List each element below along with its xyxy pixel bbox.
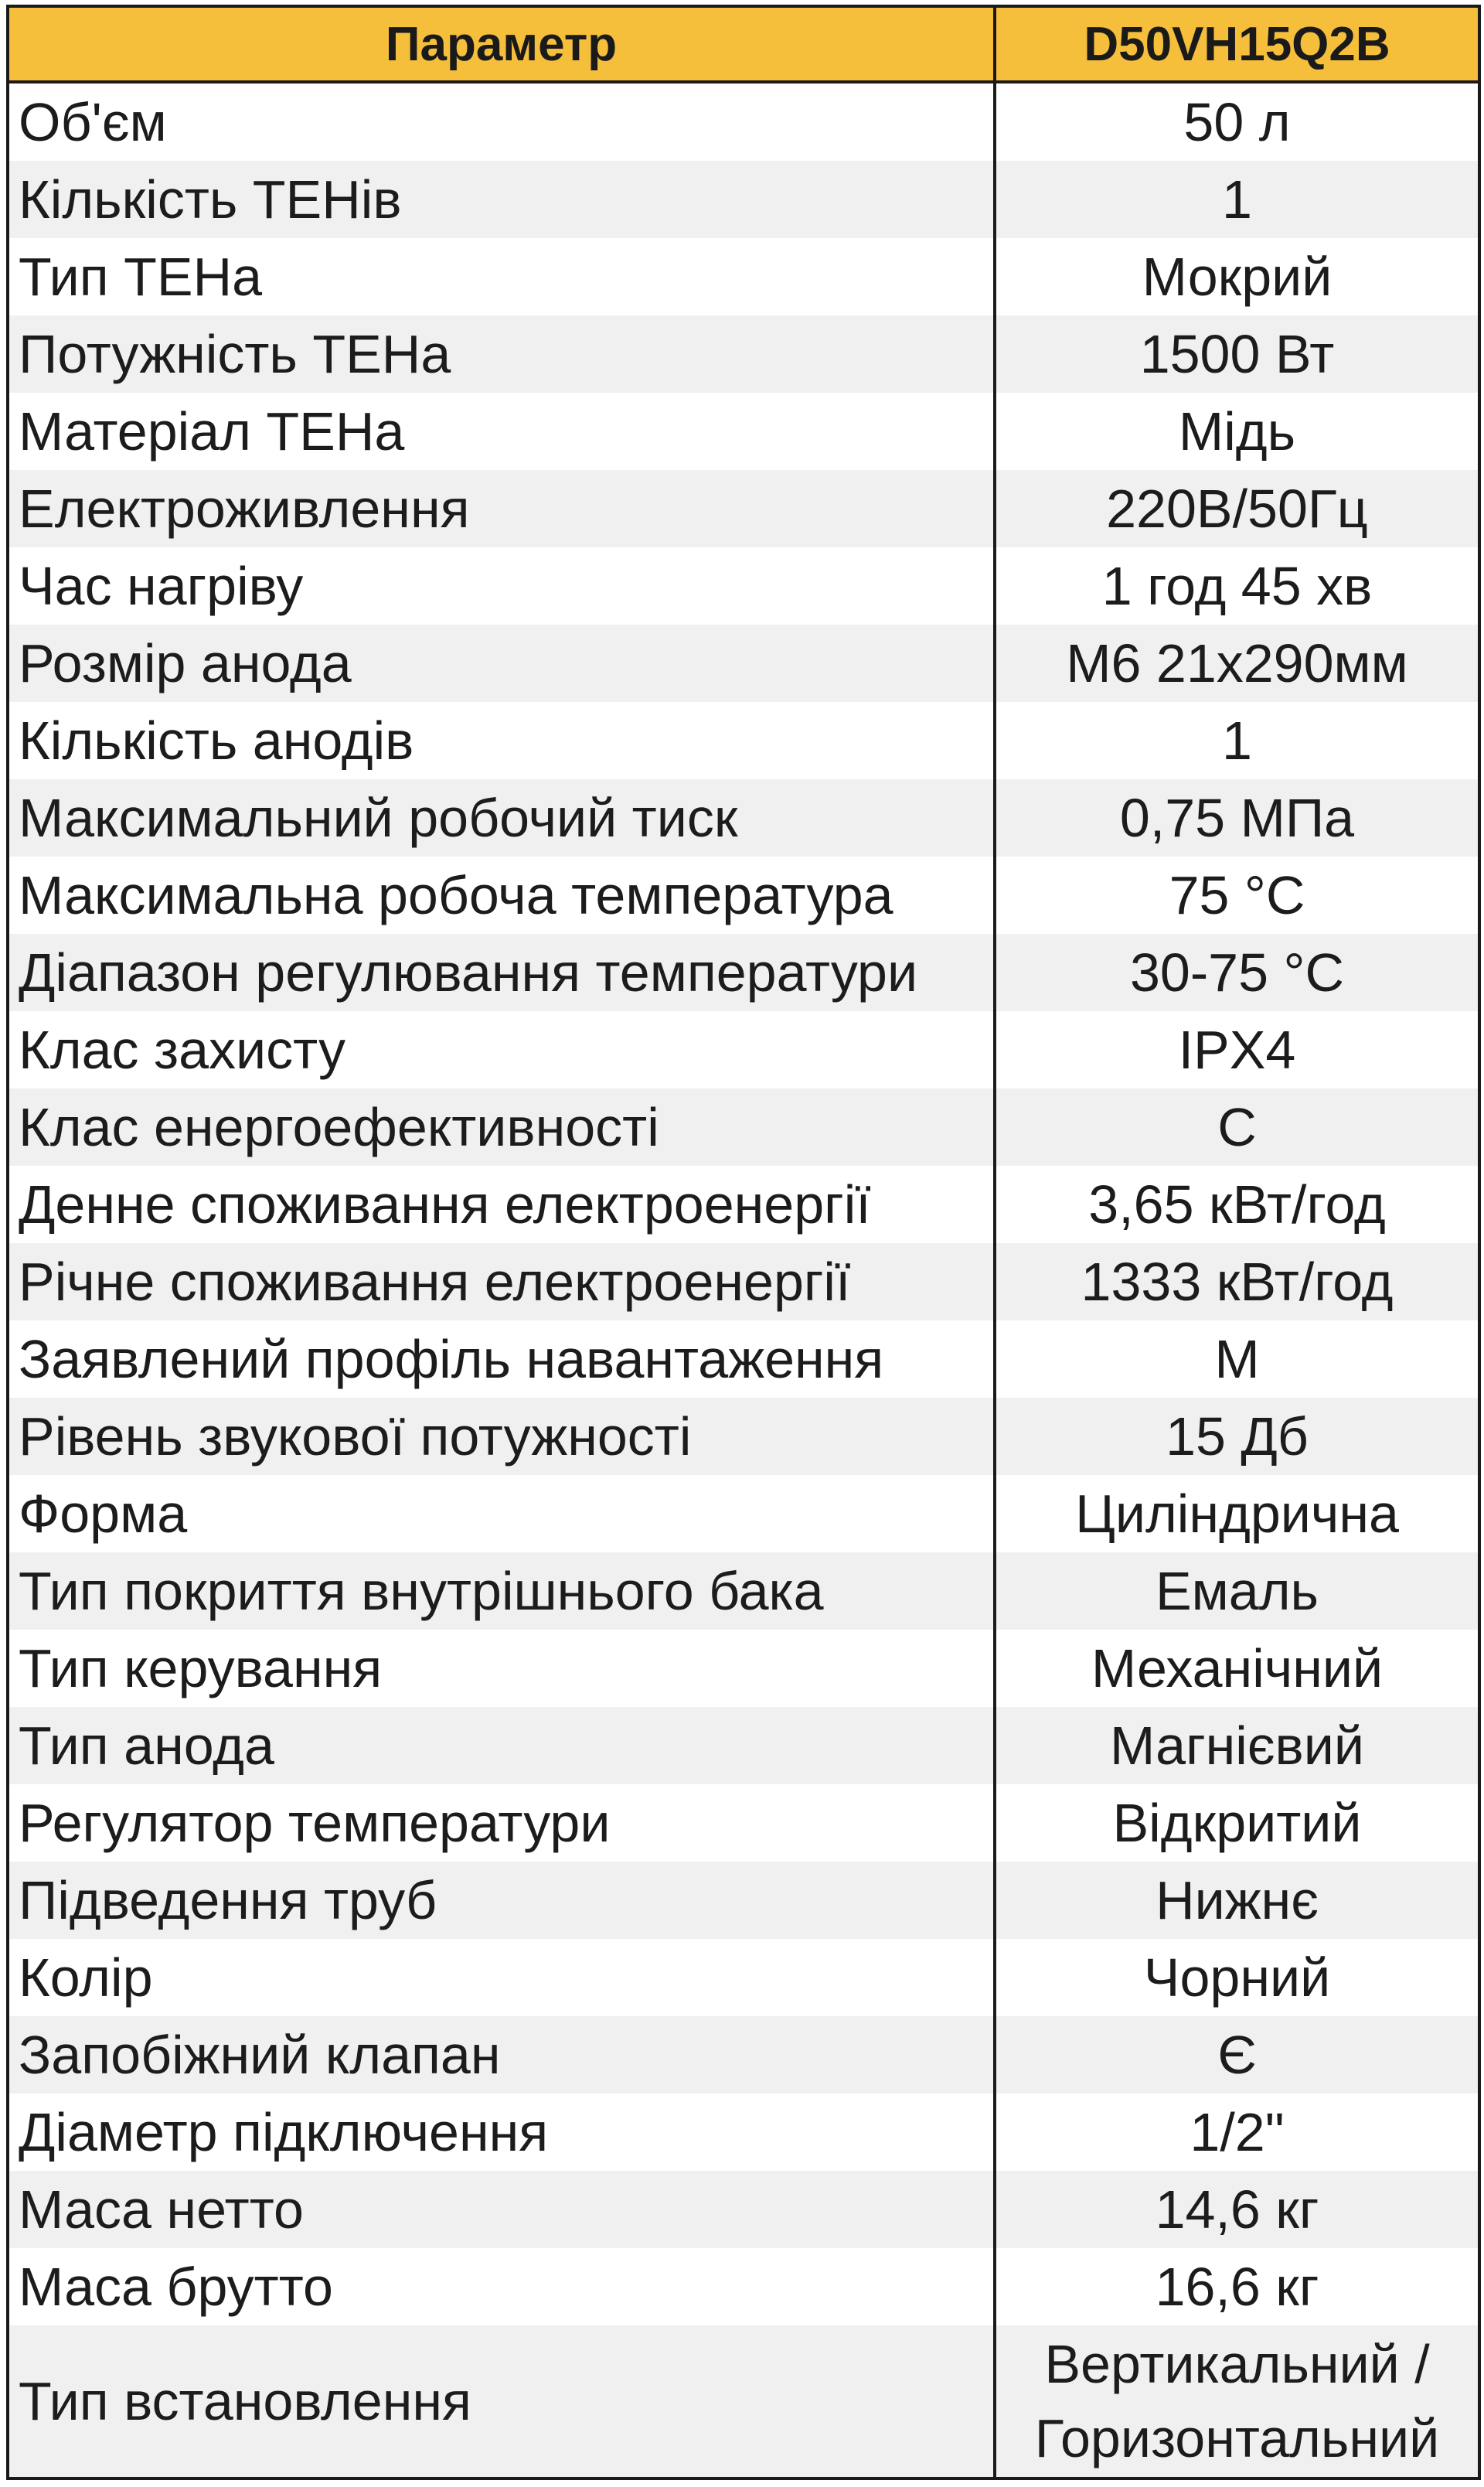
parameter-cell: Тип встановлення <box>8 2325 995 2478</box>
value-cell: 1500 Вт <box>995 315 1479 393</box>
parameter-cell: Максимальний робочий тиск <box>8 779 995 857</box>
parameter-cell: Тип анода <box>8 1707 995 1784</box>
value-cell: Магнієвий <box>995 1707 1479 1784</box>
table-row <box>8 82 1479 161</box>
parameter-cell: Регулятор температури <box>8 1784 995 1862</box>
parameter-cell: Маса нетто <box>8 2171 995 2248</box>
value-cell: Циліндрична <box>995 1475 1479 1552</box>
table-row <box>8 1475 1479 1552</box>
table-row <box>8 1784 1479 1862</box>
value-cell: Вертикальний / Горизонтальний <box>995 2325 1479 2478</box>
table-header-row <box>8 6 1479 82</box>
parameter-cell: Об'єм <box>8 82 995 161</box>
table-row <box>8 1011 1479 1088</box>
value-cell: 75 °С <box>995 857 1479 934</box>
parameter-cell: Потужність ТЕНа <box>8 315 995 393</box>
parameter-cell: Рівень звукової потужності <box>8 1398 995 1475</box>
parameter-cell: Підведення труб <box>8 1862 995 1939</box>
value-cell: 3,65 кВт/год <box>995 1166 1479 1243</box>
table-row <box>8 315 1479 393</box>
parameter-cell: Клас захисту <box>8 1011 995 1088</box>
parameter-cell: Річне споживання електроенергії <box>8 1243 995 1320</box>
value-cell: M <box>995 1320 1479 1398</box>
value-cell: IPX4 <box>995 1011 1479 1088</box>
parameter-cell: Тип покриття внутрішнього бака <box>8 1552 995 1630</box>
column-header-model: D50VH15Q2B <box>995 6 1479 82</box>
value-cell: M6 21x290мм <box>995 625 1479 702</box>
parameter-cell: Маса брутто <box>8 2248 995 2325</box>
value-cell: Мідь <box>995 393 1479 470</box>
value-cell: Є <box>995 2016 1479 2094</box>
table-row <box>8 1088 1479 1166</box>
table-row <box>8 1398 1479 1475</box>
value-cell: 15 Дб <box>995 1398 1479 1475</box>
table-row <box>8 1630 1479 1707</box>
table-row <box>8 857 1479 934</box>
value-cell: 30-75 °С <box>995 934 1479 1011</box>
table-row <box>8 779 1479 857</box>
parameter-cell: Тип ТЕНа <box>8 238 995 315</box>
table-row <box>8 1320 1479 1398</box>
table-row <box>8 2016 1479 2094</box>
parameter-cell: Діаметр підключення <box>8 2094 995 2171</box>
parameter-cell: Максимальна робоча температура <box>8 857 995 934</box>
value-cell: Емаль <box>995 1552 1479 1630</box>
value-cell: 220В/50Гц <box>995 470 1479 547</box>
table-row <box>8 1862 1479 1939</box>
value-cell: 0,75 МПа <box>995 779 1479 857</box>
table-row <box>8 1939 1479 2016</box>
parameter-cell: Заявлений профіль навантаження <box>8 1320 995 1398</box>
value-cell: Механічний <box>995 1630 1479 1707</box>
parameter-cell: Колір <box>8 1939 995 2016</box>
parameter-cell: Кількість ТЕНів <box>8 161 995 238</box>
table-row <box>8 702 1479 779</box>
spec-table-body <box>8 82 1479 2478</box>
value-cell: Відкритий <box>995 1784 1479 1862</box>
table-row <box>8 2171 1479 2248</box>
table-row <box>8 2094 1479 2171</box>
parameter-cell: Форма <box>8 1475 995 1552</box>
value-cell: Мокрий <box>995 238 1479 315</box>
table-row <box>8 2248 1479 2325</box>
parameter-cell: Запобіжний клапан <box>8 2016 995 2094</box>
parameter-cell: Електроживлення <box>8 470 995 547</box>
parameter-cell: Кількість анодів <box>8 702 995 779</box>
value-cell: 1/2" <box>995 2094 1479 2171</box>
column-header-parameter: Параметр <box>8 6 995 82</box>
table-row <box>8 470 1479 547</box>
value-cell: 14,6 кг <box>995 2171 1479 2248</box>
value-cell: Чорний <box>995 1939 1479 2016</box>
parameter-cell: Час нагріву <box>8 547 995 625</box>
value-cell: 50 л <box>995 82 1479 161</box>
value-cell: 16,6 кг <box>995 2248 1479 2325</box>
table-row <box>8 238 1479 315</box>
parameter-cell: Розмір анода <box>8 625 995 702</box>
parameter-cell: Тип керування <box>8 1630 995 1707</box>
table-row <box>8 625 1479 702</box>
value-cell: 1 <box>995 161 1479 238</box>
table-row <box>8 2325 1479 2478</box>
value-cell: 1 <box>995 702 1479 779</box>
table-row <box>8 1243 1479 1320</box>
parameter-cell: Денне споживання електроенергії <box>8 1166 995 1243</box>
parameter-cell: Матеріал ТЕНа <box>8 393 995 470</box>
value-cell: C <box>995 1088 1479 1166</box>
value-cell: 1333 кВт/год <box>995 1243 1479 1320</box>
value-cell: Нижнє <box>995 1862 1479 1939</box>
table-row <box>8 1707 1479 1784</box>
table-row <box>8 393 1479 470</box>
table-row <box>8 934 1479 1011</box>
parameter-cell: Діапазон регулювання температури <box>8 934 995 1011</box>
table-row <box>8 547 1479 625</box>
spec-table <box>6 5 1481 2480</box>
table-row <box>8 1166 1479 1243</box>
table-row <box>8 1552 1479 1630</box>
value-cell: 1 год 45 хв <box>995 547 1479 625</box>
table-row <box>8 161 1479 238</box>
parameter-cell: Клас енергоефективності <box>8 1088 995 1166</box>
